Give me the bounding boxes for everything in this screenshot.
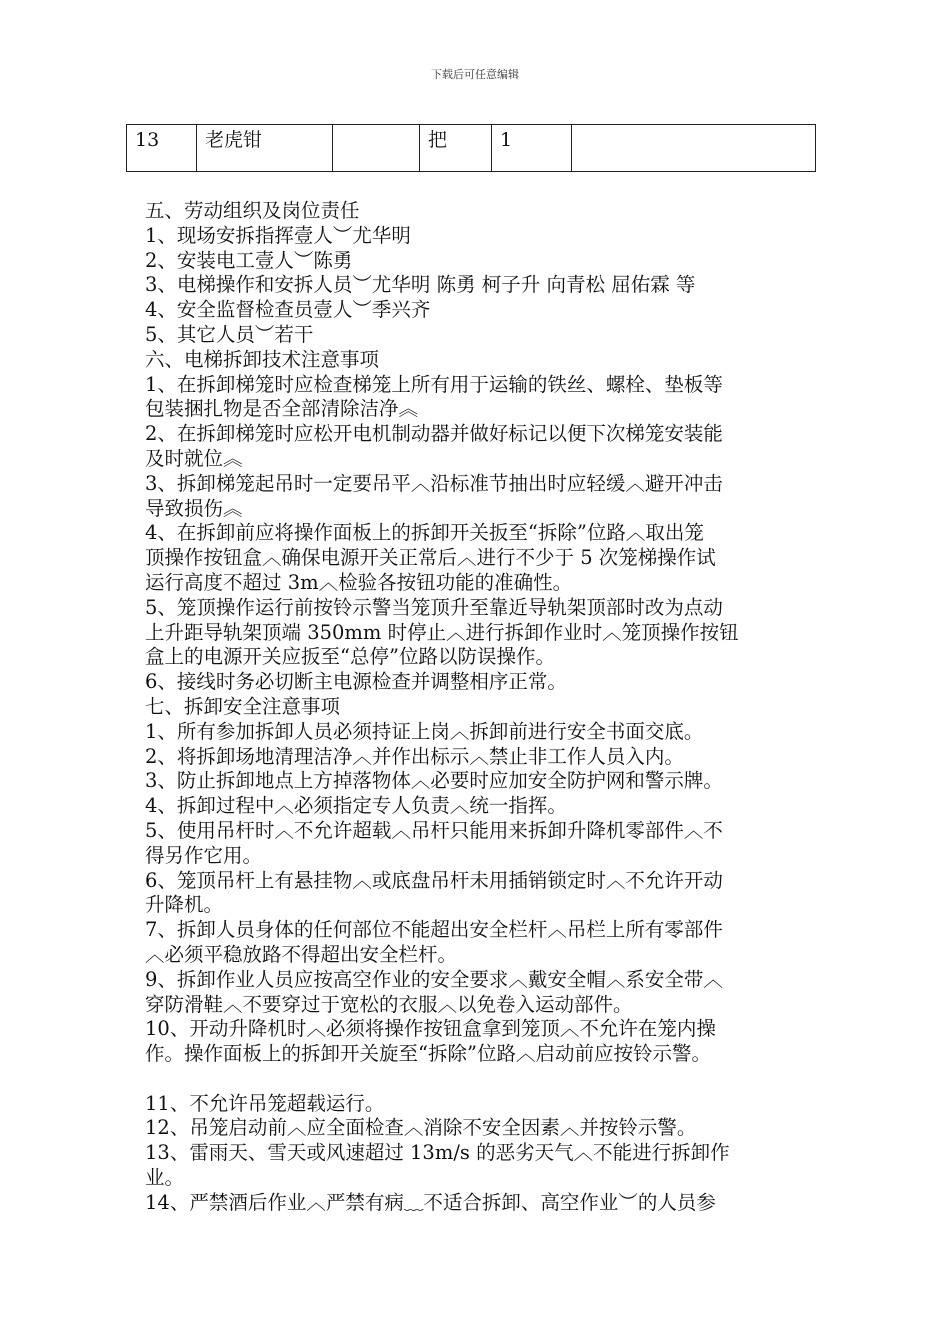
text-line: ︿必须平稳放路不得超出安全栏杆。 <box>145 942 458 966</box>
text-line: 13、雷雨天、雪天或风速超过 13m/s 的恶劣天气︿不能进行拆卸作 <box>145 1141 730 1165</box>
text-line: 7、拆卸人员身体的任何部位不能超出安全栏杆︿吊栏上所有零部件 <box>145 918 723 942</box>
text-line: 运行高度不超过 3m︿检验各按钮功能的准确性。 <box>145 570 573 594</box>
text-line: 3、电梯操作和安拆人员︶尤华明 陈勇 柯子升 向青松 屈佑霖 等 <box>145 273 696 297</box>
text-line: 2、安装电工壹人︶陈勇 <box>145 248 353 272</box>
text-line: 4、安全监督检查员壹人︶季兴齐 <box>145 298 431 322</box>
text-line: 包装捆扎物是否全部清除洁净︽ <box>145 397 419 421</box>
table-cell-unit: 把 <box>420 125 492 172</box>
text-line: 10、开动升降机时︿必须将操作按钮盒拿到笼顶︿不允许在笼内操 <box>145 1017 716 1041</box>
table-cell-index: 13 <box>127 125 197 172</box>
text-line: 3、拆卸梯笼起吊时一定要吊平︿沿标准节抽出时应轻缓︿避开冲击 <box>145 471 723 495</box>
table-row <box>127 125 816 172</box>
text-line: 七、拆卸安全注意事项 <box>145 694 341 718</box>
text-line <box>145 1067 835 1092</box>
text-line: 作。操作面板上的拆卸开关旋至“拆除”位路︿启动前应按铃示警。 <box>145 1042 711 1066</box>
table-cell-remark <box>572 125 816 172</box>
table-cell-quantity: 1 <box>492 125 572 172</box>
text-line: 2、将拆卸场地清理洁净︿并作出标示︿禁止非工作人员入内。 <box>145 744 684 768</box>
table-cell-name: 老虎钳 <box>197 125 333 172</box>
text-line: 5、其它人员︶若干 <box>145 322 314 346</box>
text-line: 得另作它用。 <box>145 843 263 867</box>
text-line: 1、现场安拆指挥壹人︶尤华明 <box>145 223 411 247</box>
text-line: 及时就位︽ <box>145 446 243 470</box>
text-line: 4、在拆卸前应将操作面板上的拆卸开关扳至“拆除”位路︿取出笼 <box>145 521 704 545</box>
text-line: 升降机。 <box>145 893 224 917</box>
text-line: 六、电梯拆卸技术注意事项 <box>145 347 380 371</box>
document-body <box>145 199 835 1216</box>
text-line: 盒上的电源开关应扳至“总停”位路以防误操作。 <box>145 645 555 669</box>
text-line: 11、不允许吊笼超载运行。 <box>145 1091 385 1115</box>
text-line: 1、所有参加拆卸人员必须持证上岗︿拆卸前进行安全书面交底。 <box>145 719 704 743</box>
text-line: 3、防止拆卸地点上方掉落物体︿必要时应加安全防护网和警示牌。 <box>145 769 723 793</box>
text-line: 9、拆卸作业人员应按高空作业的安全要求︿戴安全帽︿系安全带︿ <box>145 967 723 991</box>
table-cell-spec <box>333 125 420 172</box>
text-line: 1、在拆卸梯笼时应检查梯笼上所有用于运输的铁丝、螺栓、垫板等 <box>145 372 723 396</box>
text-line: 5、笼顶操作运行前按铃示警当笼顶升至靠近导轨架顶部时改为点动 <box>145 595 723 619</box>
text-line: 顶操作按钮盒︿确保电源开关正常后︿进行不少于 5 次笼梯操作试 <box>145 546 716 570</box>
text-line: 6、笼顶吊杆上有悬挂物︿或底盘吊杆未用插销锁定时︿不允许开动 <box>145 868 723 892</box>
text-line: 4、拆卸过程中︿必须指定专人负责︿统一指挥。 <box>145 794 567 818</box>
text-line: 穿防滑鞋︿不要穿过于宽松的衣服︿以免卷入运动部件。 <box>145 992 633 1016</box>
text-line: 导致损伤︽ <box>145 496 243 520</box>
page-header-note: 下载后可任意编辑 <box>431 68 519 81</box>
text-line: 6、接线时务必切断主电源检查并调整相序正常。 <box>145 670 567 694</box>
text-line: 2、在拆卸梯笼时应松开电机制动器并做好标记以便下次梯笼安装能 <box>145 422 723 446</box>
tools-table <box>126 124 816 172</box>
text-line: 5、使用吊杆时︿不允许超载︿吊杆只能用来拆卸升降机零部件︿不 <box>145 818 723 842</box>
text-line: 业。 <box>145 1166 185 1190</box>
text-line: 五、劳动组织及岗位责任 <box>145 199 360 222</box>
text-line: 上升距导轨架顶端 350mm 时停止︿进行拆卸作业时︿笼顶操作按钮 <box>145 620 739 644</box>
text-line: 14、严禁酒后作业︿严禁有病﹏不适合拆卸、高空作业︶的人员参 <box>145 1190 716 1214</box>
text-line: 12、吊笼启动前︿应全面检查︿消除不安全因素︿并按铃示警。 <box>145 1116 697 1140</box>
